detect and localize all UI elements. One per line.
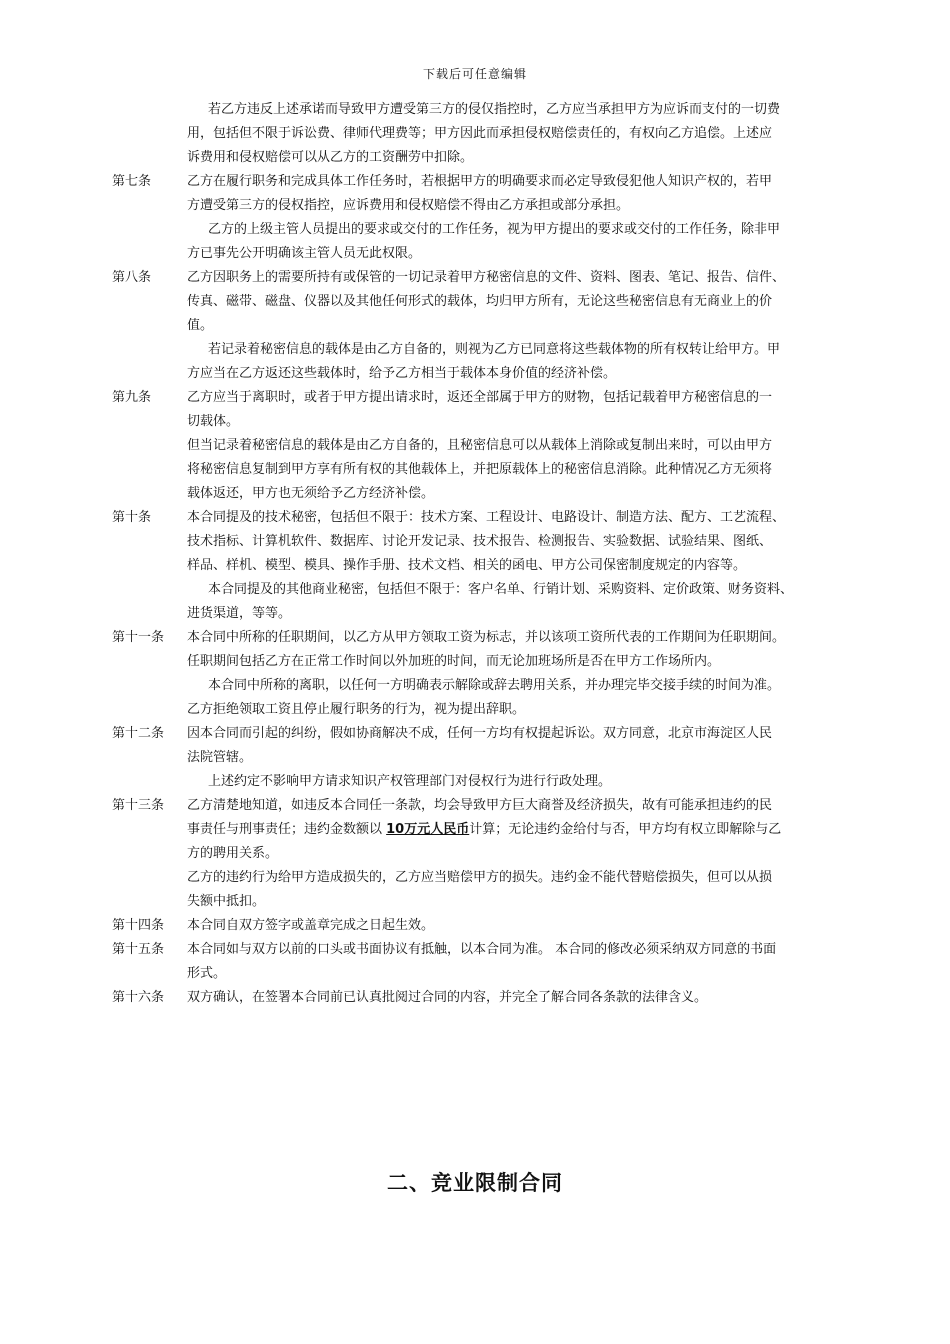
line-text: 乙方因职务上的需要所持有或保管的一切记录着甲方秘密信息的文件、资料、图表、笔记、报告、信件、: [187, 270, 786, 285]
line-text: 本合同中所称的任职期间，以乙方从甲方领取工资为标志，并以该项工资所代表的工作期间为任职期间。: [187, 630, 786, 645]
article-line: [112, 458, 852, 482]
article-line: [112, 338, 852, 362]
article-line: [112, 746, 852, 770]
line-text: 传真、磁带、磁盘、仪器以及其他任何形式的载体，均归甲方所有，无论这些秘密信息有无商业上的价: [187, 294, 773, 309]
line-text: 乙方拒绝领取工资且停止履行职务的行为，视为提出辞职。: [187, 702, 526, 717]
article-line: [112, 266, 852, 290]
line-text: 双方确认，在签署本合同前已认真批阅过合同的内容，并完全了解合同各条款的法律含义。: [187, 990, 708, 1005]
line-text: 形式。: [187, 966, 227, 981]
article-line: [112, 962, 852, 986]
line-text: 失额中抵扣。: [187, 894, 266, 909]
article-line: [112, 818, 852, 842]
line-text: 用，包括但不限于诉讼费、律师代理费等；甲方因此而承担侵权赔偿责任的，有权向乙方追偿。上述应: [187, 126, 773, 141]
line-text: 任职期间包括乙方在正常工作时间以外加班的时间，而无论加班场所是否在甲方工作场所内。: [187, 654, 721, 669]
penalty-amount: 10万元人民币: [386, 822, 470, 837]
article-line: [112, 866, 852, 890]
article-line: [112, 170, 852, 194]
article-label: 第七条: [112, 174, 152, 189]
article-line: [112, 722, 852, 746]
article-label: 第八条: [112, 270, 152, 285]
line-text: 乙方的上级主管人员提出的要求或交付的工作任务，视为甲方提出的要求或交付的工作任务，除非甲: [208, 222, 781, 237]
article-line: [112, 602, 852, 626]
line-text: 载体返还，甲方也无须给予乙方经济补偿。: [187, 486, 435, 501]
article-line: [112, 842, 852, 866]
line-text: 乙方应当于离职时，或者于甲方提出请求时，返还全部属于甲方的财物，包括记载着甲方秘密信息的一: [187, 390, 773, 405]
article-line: [112, 506, 852, 530]
section-title: 二、竞业限制合同: [387, 1171, 563, 1195]
line-text: 本合同中所称的离职，以任何一方明确表示解除或辞去聘用关系，并办理完毕交接手续的时间为准。: [208, 678, 781, 693]
line-text: 本合同如与双方以前的口头或书面协议有抵触，以本合同为准。 本合同的修改必须采纳双方同意的书面: [187, 942, 777, 957]
article-line: [112, 626, 852, 650]
article-label: 第十三条: [112, 798, 165, 813]
line-text: 切载体。: [187, 414, 240, 429]
contract-body: [112, 98, 852, 1010]
article-line: [112, 554, 852, 578]
article-line: [112, 794, 852, 818]
article-line: [112, 386, 852, 410]
line-text: 本合同提及的其他商业秘密，包括但不限于：客户名单、行销计划、采购资料、定价政策、财务资料、: [208, 582, 794, 597]
text-segment: 计算；无论违约金给付与否，甲方均有权立即解除与乙: [469, 822, 782, 837]
article-line: [112, 122, 852, 146]
line-text: 诉费用和侵权赔偿可以从乙方的工资酬劳中扣除。: [187, 150, 474, 165]
article-line: [112, 290, 852, 314]
article-line: [112, 698, 852, 722]
article-line: [112, 314, 852, 338]
article-line: [112, 362, 852, 386]
line-text: 乙方在履行职务和完成具体工作任务时，若根据甲方的明确要求而必定导致侵犯他人知识产权的，若甲: [187, 174, 773, 189]
line-text: 将秘密信息复制到甲方享有所有权的其他载体上，并把原载体上的秘密信息消除。此种情况乙方无须将: [187, 462, 773, 477]
article-line: [112, 194, 852, 218]
line-text: 方应当在乙方返还这些载体时，给予乙方相当于载体本身价值的经济补偿。: [187, 366, 617, 381]
article-line: [112, 674, 852, 698]
line-text: 本合同提及的技术秘密，包括但不限于：技术方案、工程设计、电路设计、制造方法、配方、工艺流程、: [187, 510, 786, 525]
article-line: [112, 218, 852, 242]
line-text: 样品、样机、模型、模具、操作手册、技术文档、相关的函电、甲方公司保密制度规定的内容等。: [187, 558, 747, 573]
article-line: [112, 434, 852, 458]
line-text: 值。: [187, 318, 214, 333]
article-line: [112, 938, 852, 962]
article-line: [112, 482, 852, 506]
article-line: [112, 146, 852, 170]
line-text: 上述约定不影响甲方请求知识产权管理部门对侵权行为进行行政处理。: [208, 774, 612, 789]
article-label: 第十条: [112, 510, 152, 525]
line-text: 进货渠道，等等。: [187, 606, 292, 621]
text-segment: 事责任与刑事责任；违约金数额以: [187, 822, 387, 837]
line-text: 法院管辖。: [187, 750, 253, 765]
article-line: [112, 890, 852, 914]
article-line: [112, 410, 852, 434]
article-line: [112, 914, 852, 938]
line-text: 乙方清楚地知道，如违反本合同任一条款，均会导致甲方巨大商誉及经济损失，故有可能承担违约的民: [187, 798, 773, 813]
line-text: 本合同自双方签字或盖章完成之日起生效。: [187, 918, 435, 933]
article-label: 第十二条: [112, 726, 165, 741]
line-text: 若乙方违反上述承诺而导致甲方遭受第三方的侵仅指控时，乙方应当承担甲方为应诉而支付的一切费: [208, 102, 781, 117]
line-text: [187, 818, 781, 837]
article-label: 第十一条: [112, 630, 165, 645]
article-label: 第十五条: [112, 942, 165, 957]
article-label: 第九条: [112, 390, 152, 405]
line-text: 但当记录着秘密信息的载体是由乙方自备的，且秘密信息可以从载体上消除或复制出来时，可以由甲方: [187, 438, 773, 453]
article-line: [112, 242, 852, 266]
article-line: [112, 530, 852, 554]
article-line: [112, 98, 852, 122]
line-text: 方的聘用关系。: [187, 846, 279, 861]
line-text: 若记录着秘密信息的载体是由乙方自备的，则视为乙方已同意将这些载体物的所有权转让给甲方。甲: [208, 342, 781, 357]
article-label: 第十四条: [112, 918, 165, 933]
line-text: 乙方的违约行为给甲方造成损失的，乙方应当赔偿甲方的损失。违约金不能代替赔偿损失，但可以从损: [187, 870, 773, 885]
article-line: [112, 770, 852, 794]
article-line: [112, 986, 852, 1010]
article-line: [112, 578, 852, 602]
article-label: 第十六条: [112, 990, 165, 1005]
page-header-note: 下载后可任意编辑: [422, 67, 527, 81]
line-text: 方遭受第三方的侵权指控，应诉费用和侵权赔偿不得由乙方承担或部分承担。: [187, 198, 630, 213]
article-line: [112, 650, 852, 674]
line-text: 方已事先公开明确该主管人员无此权限。: [187, 246, 422, 261]
line-text: 因本合同而引起的纠纷，假如协商解决不成，任何一方均有权提起诉讼。双方同意，北京市海淀区人民: [187, 726, 773, 741]
line-text: 技术指标、计算机软件、数据库、讨论开发记录、技术报告、检测报告、实验数据、试验结果、图纸、: [187, 534, 773, 549]
